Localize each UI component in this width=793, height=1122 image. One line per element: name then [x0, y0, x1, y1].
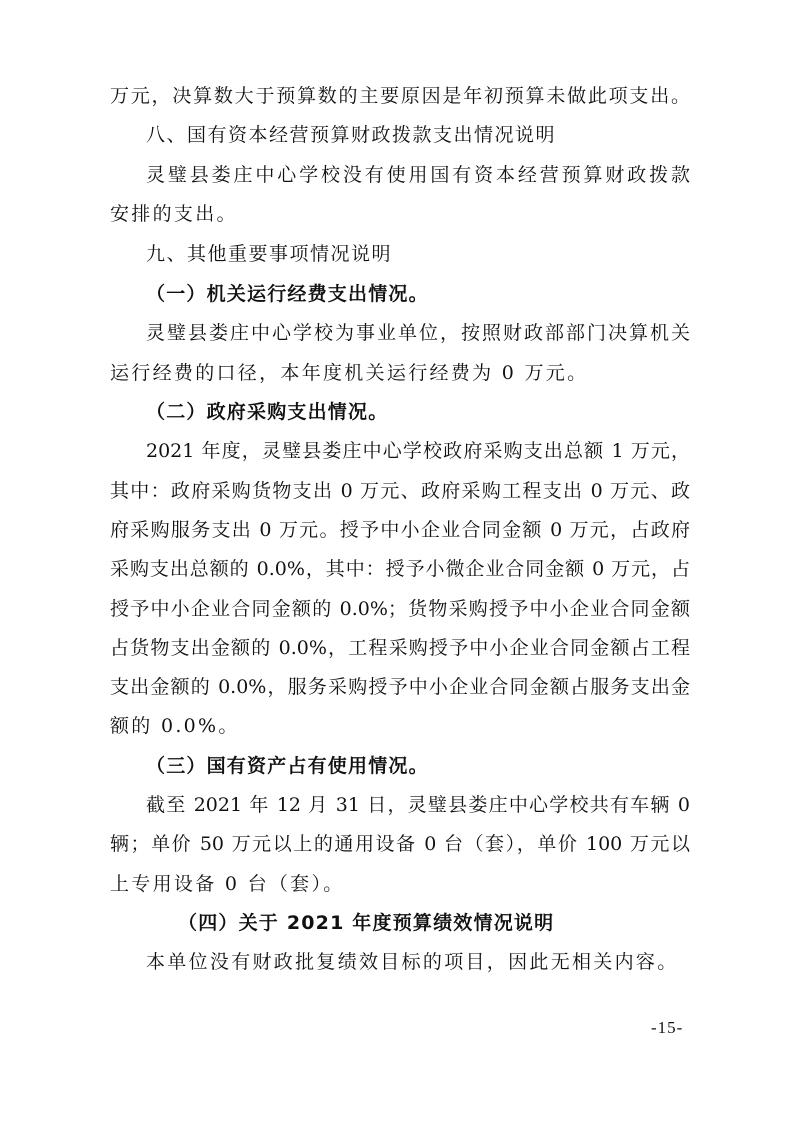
paragraph-line: 灵璧县娄庄中心学校为事业单位，按照财政部部门决算机关	[146, 322, 690, 344]
subheading-2: （二）政府采购支出情况。	[146, 401, 389, 423]
section-heading-8: 八、国有资本经营预算财政拨款支出情况说明	[146, 124, 557, 146]
section-heading-9: 九、其他重要事项情况说明	[146, 243, 393, 265]
subheading-3: （三）国有资产占有使用情况。	[146, 755, 429, 777]
page-number: -15-	[651, 1018, 684, 1037]
paragraph-line: 授予中小企业合同金额的 0.0%；货物采购授予中小企业合同金额	[110, 598, 690, 620]
paragraph-line: 本单位没有财政批复绩效目标的项目，因此无相关内容。	[146, 951, 679, 973]
paragraph-line: 辆；单价 50 万元以上的通用设备 0 台（套），单价 100 万元以	[110, 833, 690, 855]
paragraph-line: 府采购服务支出 0 万元。授予中小企业合同金额 0 万元，占政府	[110, 519, 690, 541]
paragraph-line: 其中：政府采购货物支出 0 万元、政府采购工程支出 0 万元、政	[110, 480, 690, 502]
subheading-4: （四）关于 2021 年度预算绩效情况说明	[178, 912, 555, 934]
paragraph-line: 灵璧县娄庄中心学校没有使用国有资本经营预算财政拨款	[146, 164, 690, 186]
subheading-1: （一）机关运行经费支出情况。	[146, 283, 429, 305]
paragraph-line: 额的 0.0%。	[110, 715, 240, 737]
paragraph-line: 占货物支出金额的 0.0%，工程采购授予中小企业合同金额占工程	[110, 637, 690, 659]
paragraph-line: 截至 2021 年 12 月 31 日，灵璧县娄庄中心学校共有车辆 0	[146, 794, 690, 816]
paragraph-line: 运行经费的口径，本年度机关运行经费为 0 万元。	[110, 362, 589, 384]
paragraph-line: 万元，决算数大于预算数的主要原因是年初预算未做此项支出。	[110, 85, 690, 107]
paragraph-line: 安排的支出。	[110, 203, 238, 225]
paragraph-line: 上专用设备 0 台（套）。	[110, 873, 345, 895]
paragraph-line: 支出金额的 0.0%，服务采购授予中小企业合同金额占服务支出金	[110, 676, 690, 698]
paragraph-line: 2021 年度，灵璧县娄庄中心学校政府采购支出总额 1 万元，	[146, 440, 690, 462]
paragraph-line: 采购支出总额的 0.0%，其中：授予小微企业合同金额 0 万元，占	[110, 558, 690, 580]
